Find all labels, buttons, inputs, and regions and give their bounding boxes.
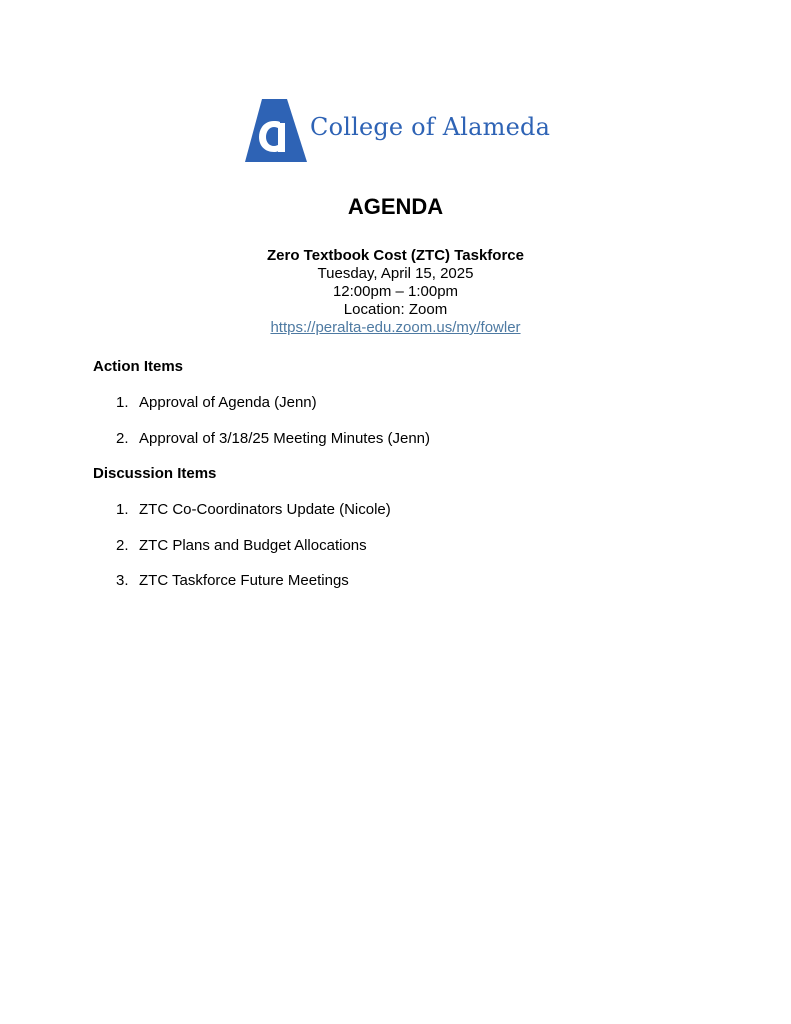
item-text: Approval of Agenda (Jenn) <box>139 394 317 411</box>
meeting-date: Tuesday, April 15, 2025 <box>317 265 474 282</box>
action-item <box>116 430 430 447</box>
item-text: Approval of 3/18/25 Meeting Minutes (Jenn) <box>139 430 430 447</box>
zoom-link[interactable]: https://peralta-edu.zoom.us/my/fowler <box>270 319 521 336</box>
discussion-item <box>116 501 391 518</box>
meeting-header <box>0 247 791 337</box>
discussion-item <box>116 537 367 554</box>
meeting-name: Zero Textbook Cost (ZTC) Taskforce <box>267 247 524 264</box>
college-of-alameda-emblem-icon <box>245 99 307 162</box>
page-title: AGENDA <box>347 194 444 219</box>
meeting-time: 12:00pm – 1:00pm <box>332 283 459 300</box>
item-number: 2. <box>116 537 129 554</box>
discussion-items-heading: Discussion Items <box>93 465 217 482</box>
item-text: ZTC Taskforce Future Meetings <box>139 572 349 589</box>
item-number: 1. <box>116 501 129 518</box>
college-logo <box>245 99 555 163</box>
action-items-heading: Action Items <box>93 358 184 375</box>
logo-text: College of Alameda <box>310 113 551 141</box>
item-number: 1. <box>116 394 129 411</box>
meeting-location: Location: Zoom <box>343 301 448 318</box>
action-item <box>116 394 317 411</box>
item-text: ZTC Plans and Budget Allocations <box>139 537 367 554</box>
item-number: 3. <box>116 572 129 589</box>
discussion-item <box>116 572 349 589</box>
item-text: ZTC Co-Coordinators Update (Nicole) <box>139 501 391 518</box>
item-number: 2. <box>116 430 129 447</box>
